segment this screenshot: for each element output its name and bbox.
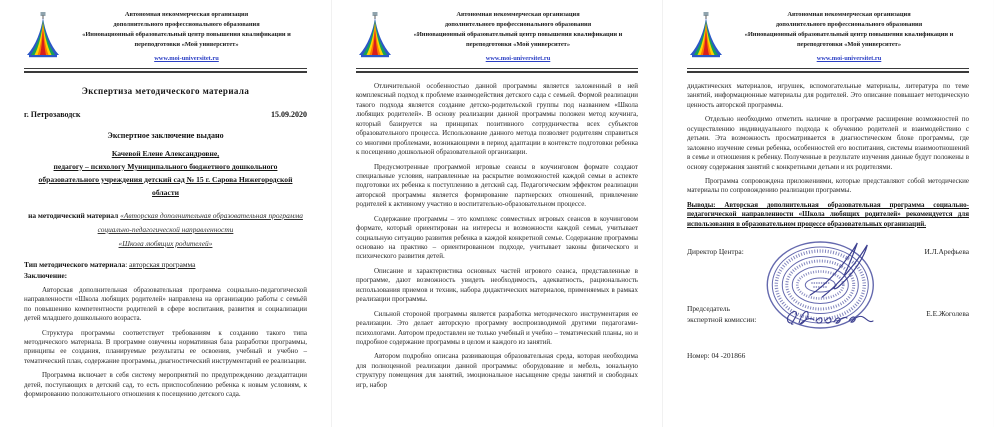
paragraph: Авторская дополнительная образовательная программа социально-педагогической направленности «Школа любящих родителей» направлена на организацию работы с семьёй по повышению компетентности родителей в сфере воспитания, развития и социализации детей младшего дошкольного возраста. (24, 285, 307, 323)
org-line: переподготовки «Мой университет» (134, 40, 239, 48)
website-link[interactable]: www.moi-universitet.ru (485, 54, 551, 62)
header-rule (687, 68, 969, 73)
paragraph: Описание и характеристика основных частей игрового сеанса, представленные в программе, дают возможность увидеть необходимость, адекватность, рациональность использования приемов и техник, набора дидактических материалов, применяемых в рамках реализации программы. (356, 266, 638, 304)
material-type-label: Тип методического материала (24, 259, 126, 269)
paragraph: Отличительной особенностью данной программы является заложенный в ней комплексный подход к проблеме взаимодействия детского сада с семьей. Формой реализации такого подхода является создание детско-родительской группы под названием «Школа любящих родителей». В основу реализации данной программы положен метод коучинга, который базируется на принципах позитивного сотрудничества всех субъектов образовательного процесса. Использование данного метода позволяет родителям справиться со многими проблемами, возникающими в период адаптации в контексте подготовки ребенка к посещению дошкольной образовательной организации. (356, 82, 638, 157)
signature-block (687, 237, 969, 349)
chair-signature-script (783, 305, 875, 331)
material-title: «Авторская дополнительная образовательная программа социально-педагогической направленности (97, 210, 303, 234)
conclusions-text: Авторская дополнительная образовательная программа социально-педагогической направленности «Школа любящих родителей» рекомендуется для использования в образовательном процессе образовательных организаций. (687, 200, 969, 228)
org-line: «Инновационный образовательный центр повышения квалификации и (744, 30, 954, 38)
org-line: Автономная некоммерческая организация (456, 11, 580, 18)
expertise-number: Номер: 04 -201866 (687, 351, 746, 361)
paragraph: Автором подробно описана развивающая образовательная среда, которая необходима для полноценной реализации данной программы: оборудование и мебель, зональную структуру помещения для занятий, эмоциональное насыщение среды занятий и свободных игр, набор (356, 352, 638, 389)
paragraph: Содержание программы – это комплекс совместных игровых сеансов в коучинговом формате, который ориентирован на интересы и возможности каждой семьи, учитывает социальную ситуацию развития ребенка в каждой конкретной семье. Содержание программы основано на практико – ориентированном подходе, учитывает законы физического и психического развития детей. (356, 214, 638, 261)
page-header (687, 7, 969, 65)
conclusions-label: Выводы: (687, 200, 716, 209)
paragraph: Программа включает в себя систему мероприятий по предупреждению дезадаптации детей, поступающих в детский сад, то есть приспособлению ребенка к новым условиям, к формированию положительного отношения к посещению детского сада. (24, 371, 307, 399)
rainbow-tower-logo-icon (26, 11, 60, 59)
paragraph: Структура программы соответствует требованиям к созданию такого типа методического материала. В программе озвучены нормативная база разработки программы, принципы ее создания, планируемые результаты ее освоения, учебный и учебно – тематический план, содержание программы, диагностический инструментарий ее реализации. (24, 328, 307, 365)
material-block (24, 209, 307, 251)
org-line: Автономная некоммерческая организация (787, 11, 911, 18)
paragraph: Отдельно необходимо отметить наличие в программе расширение возможностей по осуществлению индивидуального подхода к обучению родителей и взаимодействию с детьми. Эта возможность просматривается в диагностическом блоке программы, где заложено изучение семьи ребенка, особенностей его воспитания, системы взаимоотношений в семье и отношения к ребенку. Полученные в результате изучения данные будут положены в основу содержания занятий с конкретными детьми и их родителями. (687, 115, 969, 171)
org-line: дополнительного профессионального образования (113, 20, 260, 28)
org-line: переподготовки «Мой университет» (796, 40, 902, 48)
date-label: 15.09.2020 (271, 110, 307, 119)
chair-name: Е.Е.Жоголева (926, 309, 969, 319)
paragraph: дидактических материалов, игрушек, вспомогательные материалы, литература по теме занятий, информационные материалы для родителей. Это описание повышает методическую ценность авторской программы. (687, 82, 969, 109)
page-header (356, 7, 638, 65)
page3-body (687, 82, 969, 229)
material-label: на методический материал (28, 210, 119, 220)
org-line: дополнительного профессионального образования (444, 20, 592, 28)
website-link[interactable]: www.moi-universitet.ru (816, 54, 882, 62)
city-label: г. Петрозаводск (24, 110, 81, 119)
rainbow-tower-logo-icon (358, 11, 392, 59)
org-line: дополнительного профессионального образования (775, 20, 923, 28)
chair-label (687, 303, 756, 325)
page-2 (331, 0, 662, 427)
org-name (729, 7, 969, 64)
page-header (24, 7, 307, 65)
material-type-line (24, 260, 307, 269)
org-line: переподготовки «Мой университет» (465, 40, 571, 48)
document-title: Экспертиза методического материала (81, 86, 250, 96)
recipient-name: Качевой Елене Александровне, (111, 149, 220, 158)
org-line: Автономная некоммерческая организация (124, 11, 249, 18)
conclusion-heading: Заключение: (24, 270, 68, 280)
chair-label-line2: экспертной комиссии: (687, 315, 757, 325)
website-link[interactable]: www.moi-universitet.ru (154, 54, 219, 62)
page-3 (662, 0, 993, 427)
org-name (398, 7, 638, 64)
paragraph: Предусмотренные программой игровые сеансы в коучинговом формате создают специальные условия, направленные на раскрытие возможностей каждой семьи в аспекте подготовки их ребенка к поступлению в детский сад. Педагогическим эффектом реализации авторской программы является формирование партнерских отношений, привлечение родителей к активному участию в воспитательно-образовательном процессе. (356, 162, 638, 209)
org-line: «Инновационный образовательный центр повышения квалификации и (82, 30, 291, 38)
issued-heading: Экспертное заключение выдано (107, 131, 224, 140)
rainbow-tower-logo-icon (689, 11, 723, 59)
paragraph: Программа сопровождена приложениями, которые представляют собой методические материалы по сопровождению реализации программы. (687, 176, 969, 195)
page2-body (356, 82, 638, 390)
material-type-separator: : (125, 259, 130, 269)
recipient-details: педагогу – психологу Муниципального бюджетного дошкольного образовательного учреждения детский сад № 15 г. Сарова Нижегородской области (38, 161, 293, 197)
paragraph: Сильной стороной программы является разработка методического инструментария ее реализации. Это делает авторскую программу воспроизводимой другими педагогами-психологами. Автором предоставлен не только учебный и учебно – тематический планы, но и подробное содержание программы в целом и каждого из занятий. (356, 309, 638, 346)
recipient-block (30, 148, 301, 200)
director-name: И.Л.Арефьева (924, 247, 969, 257)
header-rule (356, 68, 638, 73)
director-signature (810, 243, 867, 297)
header-rule (24, 68, 307, 73)
page1-body (24, 286, 307, 400)
org-line: «Инновационный образовательный центр повышения квалификации и (413, 30, 623, 38)
page-1 (0, 0, 331, 427)
chair-label-line1: Председатель (687, 304, 730, 314)
material-title-2: «Школа любящих родителей» (118, 238, 213, 248)
org-name (66, 7, 307, 64)
material-type-value: авторская программа (129, 259, 196, 269)
conclusions-paragraph (687, 201, 969, 229)
director-label: Директор Центра: (687, 247, 744, 257)
